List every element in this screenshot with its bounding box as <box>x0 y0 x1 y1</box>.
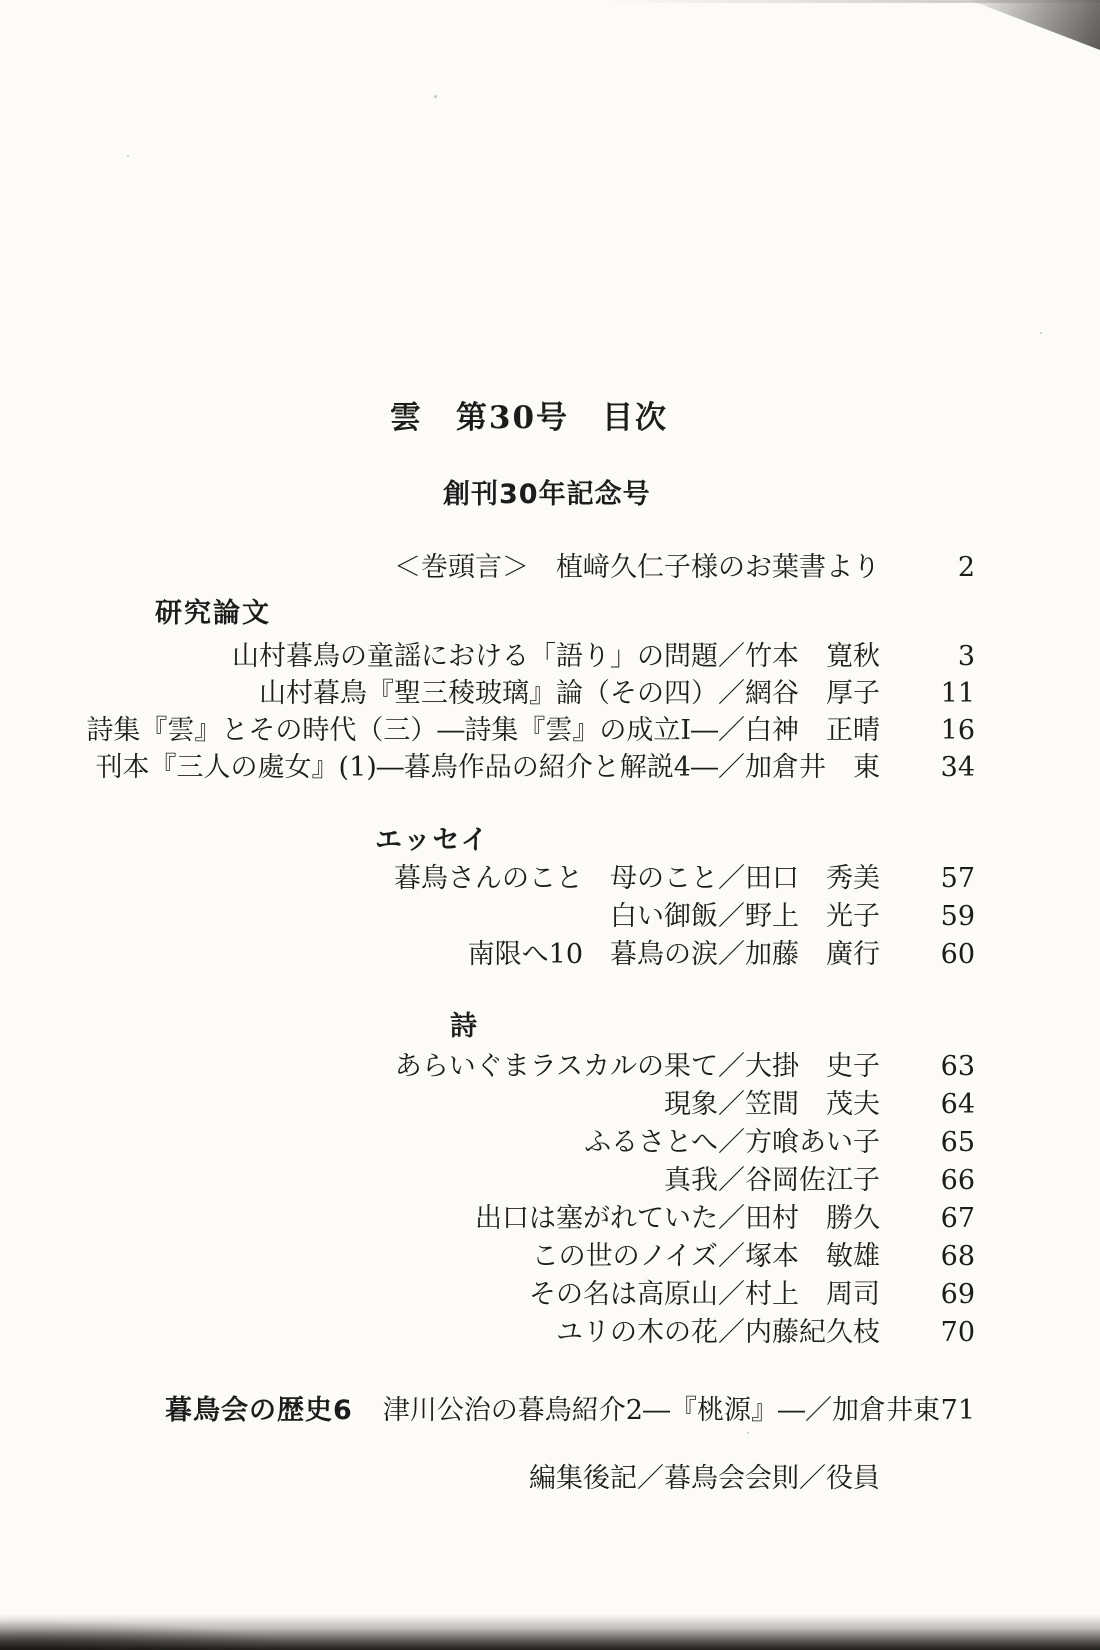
entry-page-number: 11 <box>940 678 975 709</box>
entry-page-number: 66 <box>940 1165 975 1196</box>
entry-title: ＜巻頭言＞ 植﨑久仁子様のお葉書より <box>394 552 880 583</box>
entry-title: 白い御飯／野上 光子 <box>610 901 880 932</box>
scan-artifact-top-right-corner <box>970 0 1100 50</box>
entry-title: 津川公治の暮鳥紹介2―『桃源』―／加倉井東 <box>382 1395 940 1426</box>
colophon-line: 編集後記／暮鳥会会則／役員 <box>529 1463 880 1494</box>
section-header-research: 研究論文 <box>155 598 271 629</box>
entry-page-number: 67 <box>940 1203 975 1234</box>
toc-entry <box>80 1082 975 1121</box>
toc-entry <box>80 1120 975 1159</box>
toc-entry-foreword <box>80 545 975 584</box>
entry-page-number: 60 <box>940 939 975 970</box>
toc-entry <box>80 671 975 710</box>
scan-speck <box>434 95 437 98</box>
entry-page-number: 59 <box>940 901 975 932</box>
section-header-essay: エッセイ <box>375 825 490 856</box>
entry-title: 山村暮鳥の童謡における「語り」の問題／竹本 寛秋 <box>232 641 880 672</box>
entry-title: ユリの木の花／内藤紀久枝 <box>556 1317 880 1348</box>
entry-page-number: 2 <box>957 552 975 583</box>
scan-speck <box>1040 332 1042 334</box>
toc-entry-history <box>165 1388 975 1427</box>
history-section-label: 暮鳥会の歴史6 <box>165 1395 353 1426</box>
entry-page-number: 34 <box>940 752 975 783</box>
entry-page-number: 64 <box>940 1089 975 1120</box>
entry-title: 詩集『雲』とその時代（三）―詩集『雲』の成立Ⅰ―／白神 正晴 <box>86 715 880 746</box>
entry-title: 現象／笠間 茂夫 <box>664 1089 880 1120</box>
toc-entry <box>80 1310 975 1349</box>
toc-entry <box>80 1044 975 1083</box>
entry-page-number: 69 <box>940 1279 975 1310</box>
entry-title: 真我／谷岡佐江子 <box>664 1165 880 1196</box>
entry-title: あらいぐまラスカルの果て／大掛 史子 <box>394 1051 880 1082</box>
toc-entry <box>80 708 975 747</box>
scan-speck <box>127 155 129 157</box>
entry-title: 刊本『三人の處女』(1)―暮鳥作品の紹介と解説4―／加倉井 東 <box>95 752 880 783</box>
toc-entry <box>80 1272 975 1311</box>
scan-artifact-bottom-left <box>0 1620 300 1650</box>
page-subtitle: 創刊30年記念号 <box>443 479 651 510</box>
entry-title: ふるさとへ／方喰あい子 <box>584 1127 880 1158</box>
entry-page-number: 68 <box>940 1241 975 1272</box>
section-header-poems: 詩 <box>450 1011 479 1042</box>
toc-entry <box>80 745 975 784</box>
toc-entry <box>80 856 975 895</box>
toc-entry <box>80 894 975 933</box>
entry-page-number: 70 <box>940 1317 975 1348</box>
entry-page-number: 57 <box>940 863 975 894</box>
entry-title: 南限へ10 暮鳥の涙／加藤 廣行 <box>467 939 880 970</box>
toc-entry <box>80 1196 975 1235</box>
scan-speck <box>747 1432 749 1434</box>
entry-page-number: 3 <box>957 641 975 672</box>
toc-entry <box>80 634 975 673</box>
toc-entry <box>80 1234 975 1273</box>
entry-page-number: 65 <box>940 1127 975 1158</box>
entry-page-number: 16 <box>940 715 975 746</box>
toc-entry <box>80 1158 975 1197</box>
entry-title: この世のノイズ／塚本 敏雄 <box>531 1241 880 1272</box>
page-title: 雲 第30号 目次 <box>389 400 669 436</box>
toc-entry <box>80 932 975 971</box>
entry-page-number: 71 <box>940 1395 975 1426</box>
entry-title: 出口は塞がれていた／田村 勝久 <box>475 1203 880 1234</box>
entry-title: 暮鳥さんのこと 母のこと／田口 秀美 <box>394 863 880 894</box>
entry-title: その名は高原山／村上 周司 <box>529 1279 880 1310</box>
entry-title: 山村暮鳥『聖三稜玻璃』論（その四）／網谷 厚子 <box>259 678 880 709</box>
entry-page-number: 63 <box>940 1051 975 1082</box>
